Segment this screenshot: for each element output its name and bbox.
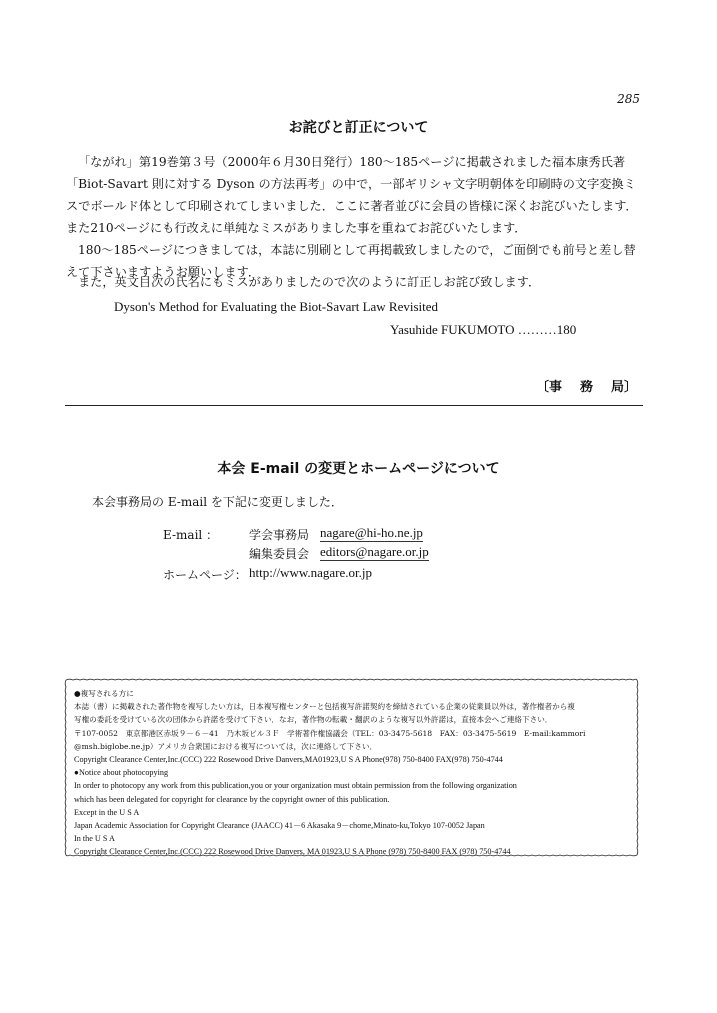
notice-line: Except in the U S A (74, 807, 140, 817)
copyright-notice-box (63, 677, 640, 858)
erratum-paragraph-3 (66, 271, 641, 293)
text-line: 「Biot-Savart 則に対する Dyson の方法再考」の中で，一部ギリシャ文字明朝体を印刷時の文字変換ミ (66, 177, 636, 191)
notice-line: In order to photocopy any work from this publication,you or your organization must obtain permission from the following organization (74, 781, 517, 791)
notice-title: 本会 E-mail の変更とホームページについて (217, 461, 500, 477)
notice-line: 本誌（書）に掲載された著作物を複写したい方は，日本複写権センターと包括複写許諾契約を締結されている企業の従業員以外は，著作権者から複 (74, 702, 575, 712)
corrected-author: Yasuhide FUKUMOTO ………180 (390, 322, 577, 337)
notice-line: Japan Academic Association for Copyright Clearance (JAACC) 41－6 Akasaka 9－chome,Minato-ku,Tokyo 107-0052 Japan (74, 821, 485, 831)
homepage-label: ホームページ： (163, 568, 247, 582)
notice-line: @msh.biglobe.ne.jp）アメリカ合衆国における複写については，次に連絡して下さい． (74, 741, 378, 751)
text-line: 「ながれ」第19巻第３号（2000年６月30日発行）180～185ページに掲載されました福本康秀氏著 (78, 155, 626, 169)
erratum-paragraph-1 (66, 151, 641, 239)
erratum-title: お詫びと訂正について (288, 120, 429, 136)
secretariat-label: 学会事務局 (249, 528, 310, 542)
text-line: また，英文目次の氏名にもミスがありましたので次のように訂正しお詫び致します． (78, 275, 541, 289)
section-divider (65, 405, 643, 406)
notice-line: Copyright Clearance Center,Inc.(CCC) 222 Rosewood Drive Danvers, MA 01923,U S A Phone (978) 750-8400 FAX (978) 750-4744 (74, 847, 511, 857)
notice-heading-en: ●Notice about photocopying (74, 768, 169, 778)
editorial-label: 編集委員会 (249, 547, 310, 561)
notice-line: which has been delegated for copyright for clearance by the copyright owner of this publication. (74, 794, 390, 804)
text-line: また210ページにも行改えに単純なミスがありました事を重ねてお詫びいたします． (66, 221, 527, 235)
signature-part: 局〕 (611, 380, 638, 395)
signature-part: 務 (580, 380, 594, 395)
text-line: えて下さいますようお願いします． (66, 265, 261, 279)
signature-part: 〔事 (536, 380, 563, 395)
notice-line: In the U S A (74, 834, 115, 844)
secretariat-email-text[interactable]: nagare@hi-ho.ne.jp (320, 525, 423, 540)
editorial-email-text[interactable]: editors@nagare.or.jp (320, 544, 429, 559)
editorial-email-link[interactable] (320, 544, 429, 560)
office-signature (536, 376, 637, 395)
text-line: 180～185ページにつきましては，本誌に別刷として再掲載致しましたので，ご面倒でも前号と差し替 (78, 243, 636, 257)
text-line: スでボールド体として印刷されてしまいました．ここに著者並びに会員の皆様に深くお詫びいたします． (66, 199, 638, 213)
notice-line: 〒107-0052 東京都港区赤坂９－６－41 乃木坂ビル３Ｆ 学術著作権協議会（TEL：03-3475-5618 FAX：03-3475-5619 E-mail:kammori (74, 728, 586, 738)
page-number: 285 (617, 92, 640, 106)
secretariat-email-link[interactable] (320, 525, 423, 541)
corrected-title: Dyson's Method for Evaluating the Biot-Savart Law Revisited (114, 299, 439, 314)
email-label: E-mail ： (163, 528, 219, 542)
notice-line: 写権の委託を受けている次の団体から許諾を受けて下さい．なお，著作物の転載・翻訳のような複写以外許諾は，直接本会へご連絡下さい． (74, 715, 553, 725)
homepage-url-link[interactable]: http://www.nagare.or.jp (249, 565, 372, 580)
notice-heading-jp: ●複写される方に (74, 689, 134, 698)
notice-intro: 本会事務局の E-mail を下記に変更しました． (92, 495, 343, 509)
notice-line: Copyright Clearance Center,Inc.(CCC) 222 Rosewood Drive Danvers,MA01923,U S A Phone(978) 750-8400 FAX(978) 750-4744 (74, 755, 503, 765)
